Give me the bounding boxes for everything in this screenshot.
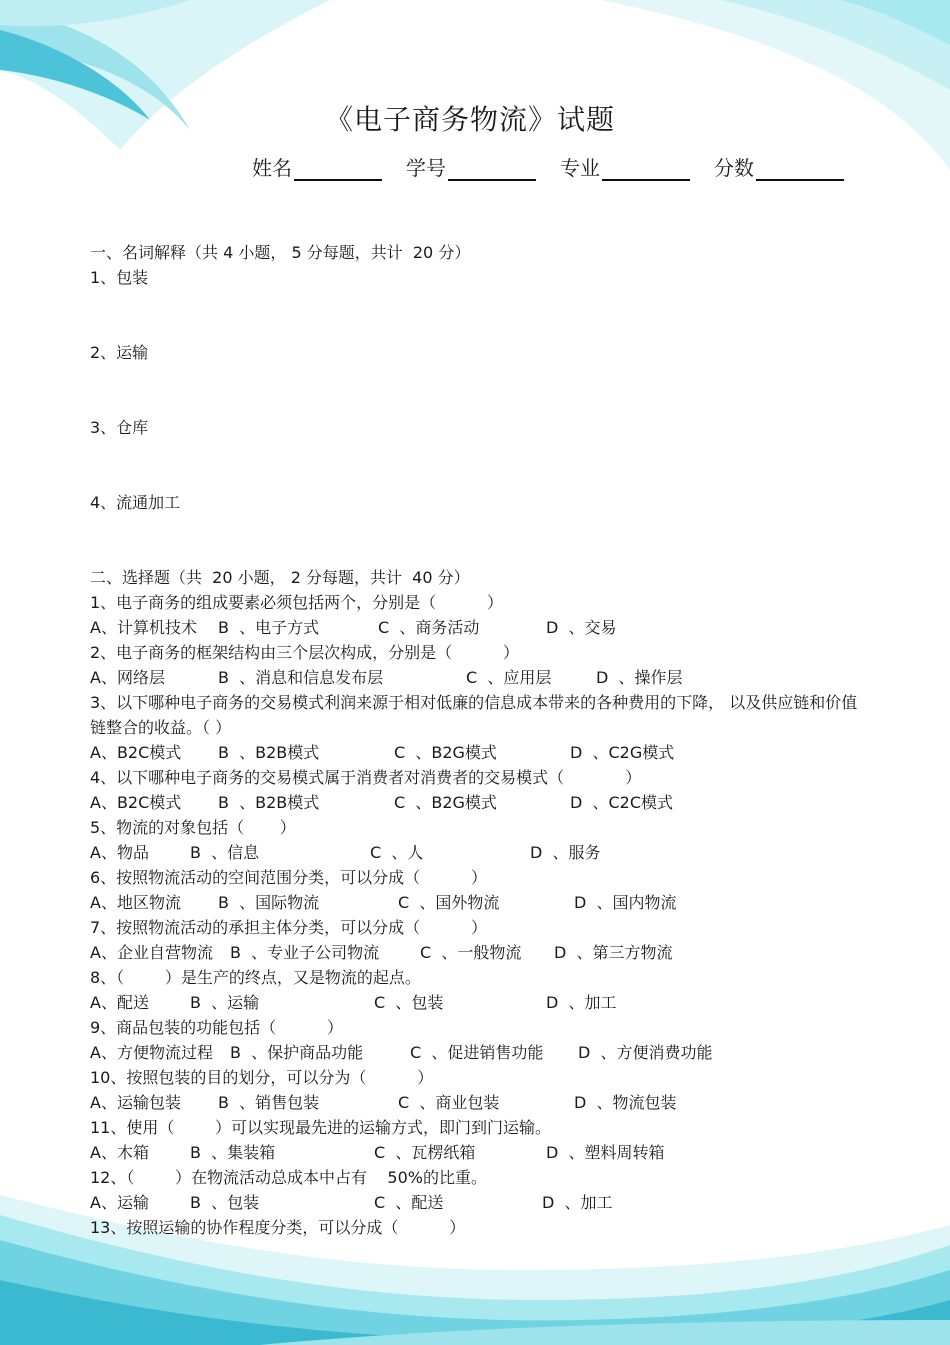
student-info — [252, 152, 872, 181]
question-options — [90, 665, 865, 690]
term-item: 1、包装 — [90, 268, 149, 287]
page-title: 《电子商务物流》试题 — [324, 103, 615, 136]
option-a[interactable]: A、运输 — [90, 1193, 149, 1212]
term-item: 2、运输 — [90, 343, 149, 362]
question-options — [90, 1140, 865, 1165]
option-c[interactable]: C 、商务活动 — [378, 618, 480, 637]
option-d[interactable]: D 、加工 — [546, 993, 617, 1012]
option-a[interactable]: A、网络层 — [90, 668, 165, 687]
option-b[interactable]: B 、消息和信息发布层 — [218, 668, 384, 687]
option-a[interactable]: A、计算机技术 — [90, 618, 197, 637]
info-label: 分数 — [714, 156, 754, 180]
option-d[interactable]: D 、C2G模式 — [570, 743, 675, 762]
question-text: 9、商品包装的功能包括（ ） — [90, 1018, 344, 1037]
option-c[interactable]: C 、应用层 — [466, 668, 552, 687]
question-text: 6、按照物流活动的空间范围分类，可以分成（ ） — [90, 868, 488, 887]
info-student-id[interactable] — [406, 152, 536, 181]
question-options — [90, 1040, 865, 1065]
question-text: 1、电子商务的组成要素必须包括两个，分别是（ ） — [90, 593, 504, 612]
score-blank[interactable] — [756, 155, 844, 181]
option-b[interactable]: B 、B2B模式 — [218, 743, 320, 762]
question-text: 13、按照运输的协作程度分类，可以分成（ ） — [90, 1218, 466, 1237]
option-b[interactable]: B 、国际物流 — [218, 893, 320, 912]
question-text: 3、以下哪种电子商务的交易模式利润来源于相对低廉的信息成本带来的各种费用的下降， 以及供应链和价值链整合的收益。（ ） — [90, 693, 858, 737]
question-text: 7、按照物流活动的承担主体分类，可以分成（ ） — [90, 918, 488, 937]
question-text: 4、以下哪种电子商务的交易模式属于消费者对消费者的交易模式（ ） — [90, 768, 642, 787]
option-d[interactable]: D 、物流包装 — [574, 1093, 677, 1112]
option-c[interactable]: C 、商业包装 — [398, 1093, 500, 1112]
option-a[interactable]: A、木箱 — [90, 1143, 149, 1162]
option-d[interactable]: D 、塑料周转箱 — [546, 1143, 665, 1162]
option-d[interactable]: D 、加工 — [542, 1193, 613, 1212]
question-options — [90, 990, 865, 1015]
info-name[interactable] — [252, 152, 382, 181]
option-a[interactable]: A、运输包装 — [90, 1093, 181, 1112]
option-a[interactable]: A、配送 — [90, 993, 149, 1012]
question-options — [90, 1090, 865, 1115]
question-options — [90, 615, 865, 640]
info-major[interactable] — [560, 152, 690, 181]
question-options — [90, 790, 865, 815]
info-score[interactable] — [714, 152, 844, 181]
option-b[interactable]: B 、B2B模式 — [218, 793, 320, 812]
name-blank[interactable] — [294, 155, 382, 181]
question-text: 2、电子商务的框架结构由三个层次构成，分别是（ ） — [90, 643, 520, 662]
option-c[interactable]: C 、一般物流 — [420, 943, 522, 962]
student-id-blank[interactable] — [448, 155, 536, 181]
question-options — [90, 890, 865, 915]
option-b[interactable]: B 、保护商品功能 — [230, 1043, 364, 1062]
option-c[interactable]: C 、配送 — [374, 1193, 444, 1212]
option-d[interactable]: D 、服务 — [530, 843, 601, 862]
term-item: 4、流通加工 — [90, 493, 181, 512]
question-text: 10、按照包装的目的划分，可以分为（ ） — [90, 1068, 434, 1087]
question-text: 12、（ ）在物流活动总成本中占有 50%的比重。 — [90, 1168, 487, 1187]
option-d[interactable]: D 、第三方物流 — [554, 943, 673, 962]
option-a[interactable]: A、地区物流 — [90, 893, 181, 912]
option-d[interactable]: D 、交易 — [546, 618, 617, 637]
option-c[interactable]: C 、包装 — [374, 993, 444, 1012]
option-d[interactable]: D 、C2C模式 — [570, 793, 674, 812]
question-options — [90, 840, 865, 865]
option-a[interactable]: A、方便物流过程 — [90, 1043, 213, 1062]
option-d[interactable]: D 、方便消费功能 — [578, 1043, 713, 1062]
option-b[interactable]: B 、集装箱 — [190, 1143, 276, 1162]
option-c[interactable]: C 、人 — [370, 843, 424, 862]
option-a[interactable]: A、企业自营物流 — [90, 943, 213, 962]
option-b[interactable]: B 、包装 — [190, 1193, 260, 1212]
option-b[interactable]: B 、电子方式 — [218, 618, 320, 637]
option-c[interactable]: C 、瓦楞纸箱 — [374, 1143, 476, 1162]
info-label: 学号 — [406, 156, 446, 180]
major-blank[interactable] — [602, 155, 690, 181]
option-b[interactable]: B 、专业子公司物流 — [230, 943, 380, 962]
option-b[interactable]: B 、销售包装 — [218, 1093, 320, 1112]
question-options — [90, 740, 865, 765]
question-text: 5、物流的对象包括（ ） — [90, 818, 296, 837]
option-c[interactable]: C 、B2G模式 — [394, 743, 497, 762]
section-choice — [90, 565, 865, 1240]
option-c[interactable]: C 、促进销售功能 — [410, 1043, 544, 1062]
info-label: 专业 — [560, 156, 600, 180]
info-label: 姓名 — [252, 156, 292, 180]
option-d[interactable]: D 、操作层 — [596, 668, 683, 687]
section-heading: 一、名词解释（共 4 小题， 5 分每题，共计 20 分） — [90, 243, 471, 262]
option-a[interactable]: A、B2C模式 — [90, 743, 182, 762]
option-a[interactable]: A、B2C模式 — [90, 793, 182, 812]
term-item: 3、仓库 — [90, 418, 149, 437]
question-text: 8、（ ）是生产的终点，又是物流的起点。 — [90, 968, 421, 987]
option-d[interactable]: D 、国内物流 — [574, 893, 677, 912]
question-options — [90, 1190, 865, 1215]
question-text: 11、使用（ ）可以实现最先进的运输方式，即门到门运输。 — [90, 1118, 552, 1137]
option-b[interactable]: B 、信息 — [190, 843, 260, 862]
section-heading: 二、选择题（共 20 小题， 2 分每题，共计 40 分） — [90, 568, 470, 587]
section-terms — [90, 240, 870, 565]
question-options — [90, 940, 865, 965]
option-c[interactable]: C 、B2G模式 — [394, 793, 497, 812]
option-c[interactable]: C 、国外物流 — [398, 893, 500, 912]
option-b[interactable]: B 、运输 — [190, 993, 260, 1012]
option-a[interactable]: A、物品 — [90, 843, 149, 862]
